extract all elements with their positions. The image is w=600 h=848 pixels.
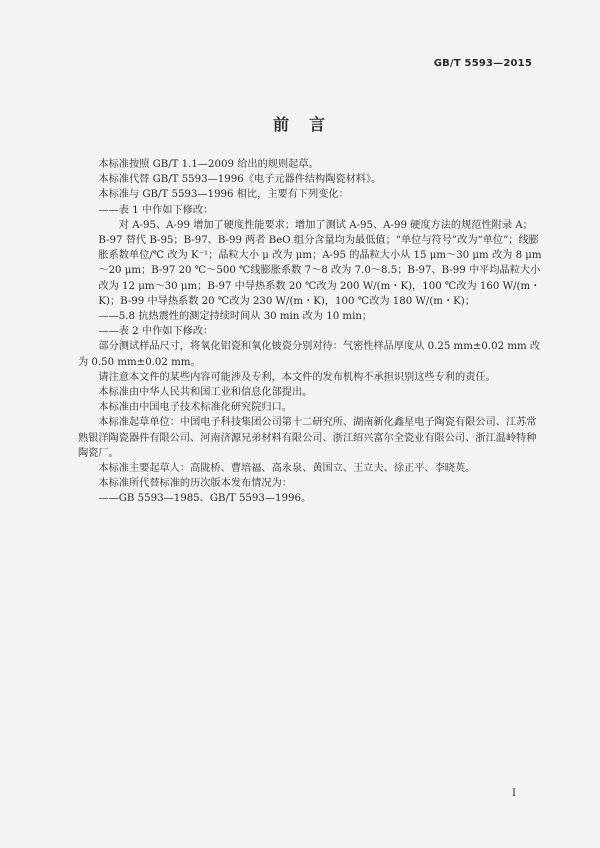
paragraph-replaces: 本标准代替 GB/T 5593—1996《电子元器件结构陶瓷材料》。 [98, 174, 382, 186]
paragraph-b97-details: B-97 替代 B-95；B-97、B-99 两者 BeO 组分含量均为最低值；“单位与符号”改为“单位”；线膨胀系数单位/℃ 改为 K⁻¹；晶粒大小 μ 改为 μm；A-95 的晶粒大小从 15 μm～30 μm 改为 8 μm～20 μm；B-97 20 ℃～500 ℃线膨胀系数 7～8 改为 7.0～8.5；B-97、B-99 中平均晶粒大小改为 12 μm～30 μm；B-97 中导热系数 20 ℃改为 200 W/(m・K)，100 ℃改为 160 W/(m・K)；B-99 中导热系数 20 ℃改为 230 W/(m・K)，100 ℃改为 180 W/(m・K)； [98, 235, 542, 307]
paragraph-patent-notice: 请注意本文件的某些内容可能涉及专利，本文件的发布机构不承担识别这些专利的责任。 [98, 371, 496, 383]
foreword-body [78, 157, 546, 507]
list-item-table1-changes: ——表 1 中作如下修改： [98, 204, 214, 216]
page-number: I [512, 788, 516, 799]
paragraph-hardness-requirement: 对 A-95、A-99 增加了硬度性能要求；增加了测试 A-95、A-99 硬度方法的规范性附录 A； [118, 219, 533, 231]
paragraph-sample-size: 部分测试样品尺寸，将氧化铝瓷和氧化铍瓷分别对待：气密性样品厚度从 0.25 mm±0.02 mm 改为 0.50 mm±0.02 mm。 [78, 341, 541, 368]
standard-number-header: GB/T 5593—2015 [433, 58, 532, 69]
paragraph-drafting-rules: 本标准按照 GB/T 1.1—2009 给出的规则起草。 [98, 159, 319, 170]
paragraph-proposed-by: 本标准由中华人民共和国工业和信息化部提出。 [98, 387, 313, 399]
paragraph-history-intro: 本标准所代替标准的历次版本发布情况为： [98, 478, 292, 490]
paragraph-centralized-by: 本标准由中国电子技术标准化研究院归口。 [98, 402, 292, 414]
paragraph-drafting-units: 本标准起草单位：中国电子科技集团公司第十二研究所、湖南新化鑫星电子陶瓷有限公司、江苏常熟银洋陶瓷器件有限公司、河南济源兄弟材料有限公司、浙江绍兴富尔全瓷业有限公司、浙江温岭特种陶瓷厂。 [78, 417, 537, 459]
paragraph-drafters: 本标准主要起草人：高陇桥、曹培福、高永泉、黄国立、王立夫、徐正平、李晓英。 [98, 463, 476, 475]
list-item-history: ——GB 5593—1985、GB/T 5593—1996。 [98, 493, 312, 505]
list-item-thermal-shock: ——5.8 抗热震性的测定持续时间从 30 min 改为 10 min； [98, 311, 373, 323]
paragraph-changes-intro: 本标准与 GB/T 5593—1996 相比，主要有下列变化： [98, 189, 349, 201]
section-title: 前 言 [272, 115, 327, 134]
list-item-table2-changes: ——表 2 中作如下修改： [98, 326, 214, 338]
